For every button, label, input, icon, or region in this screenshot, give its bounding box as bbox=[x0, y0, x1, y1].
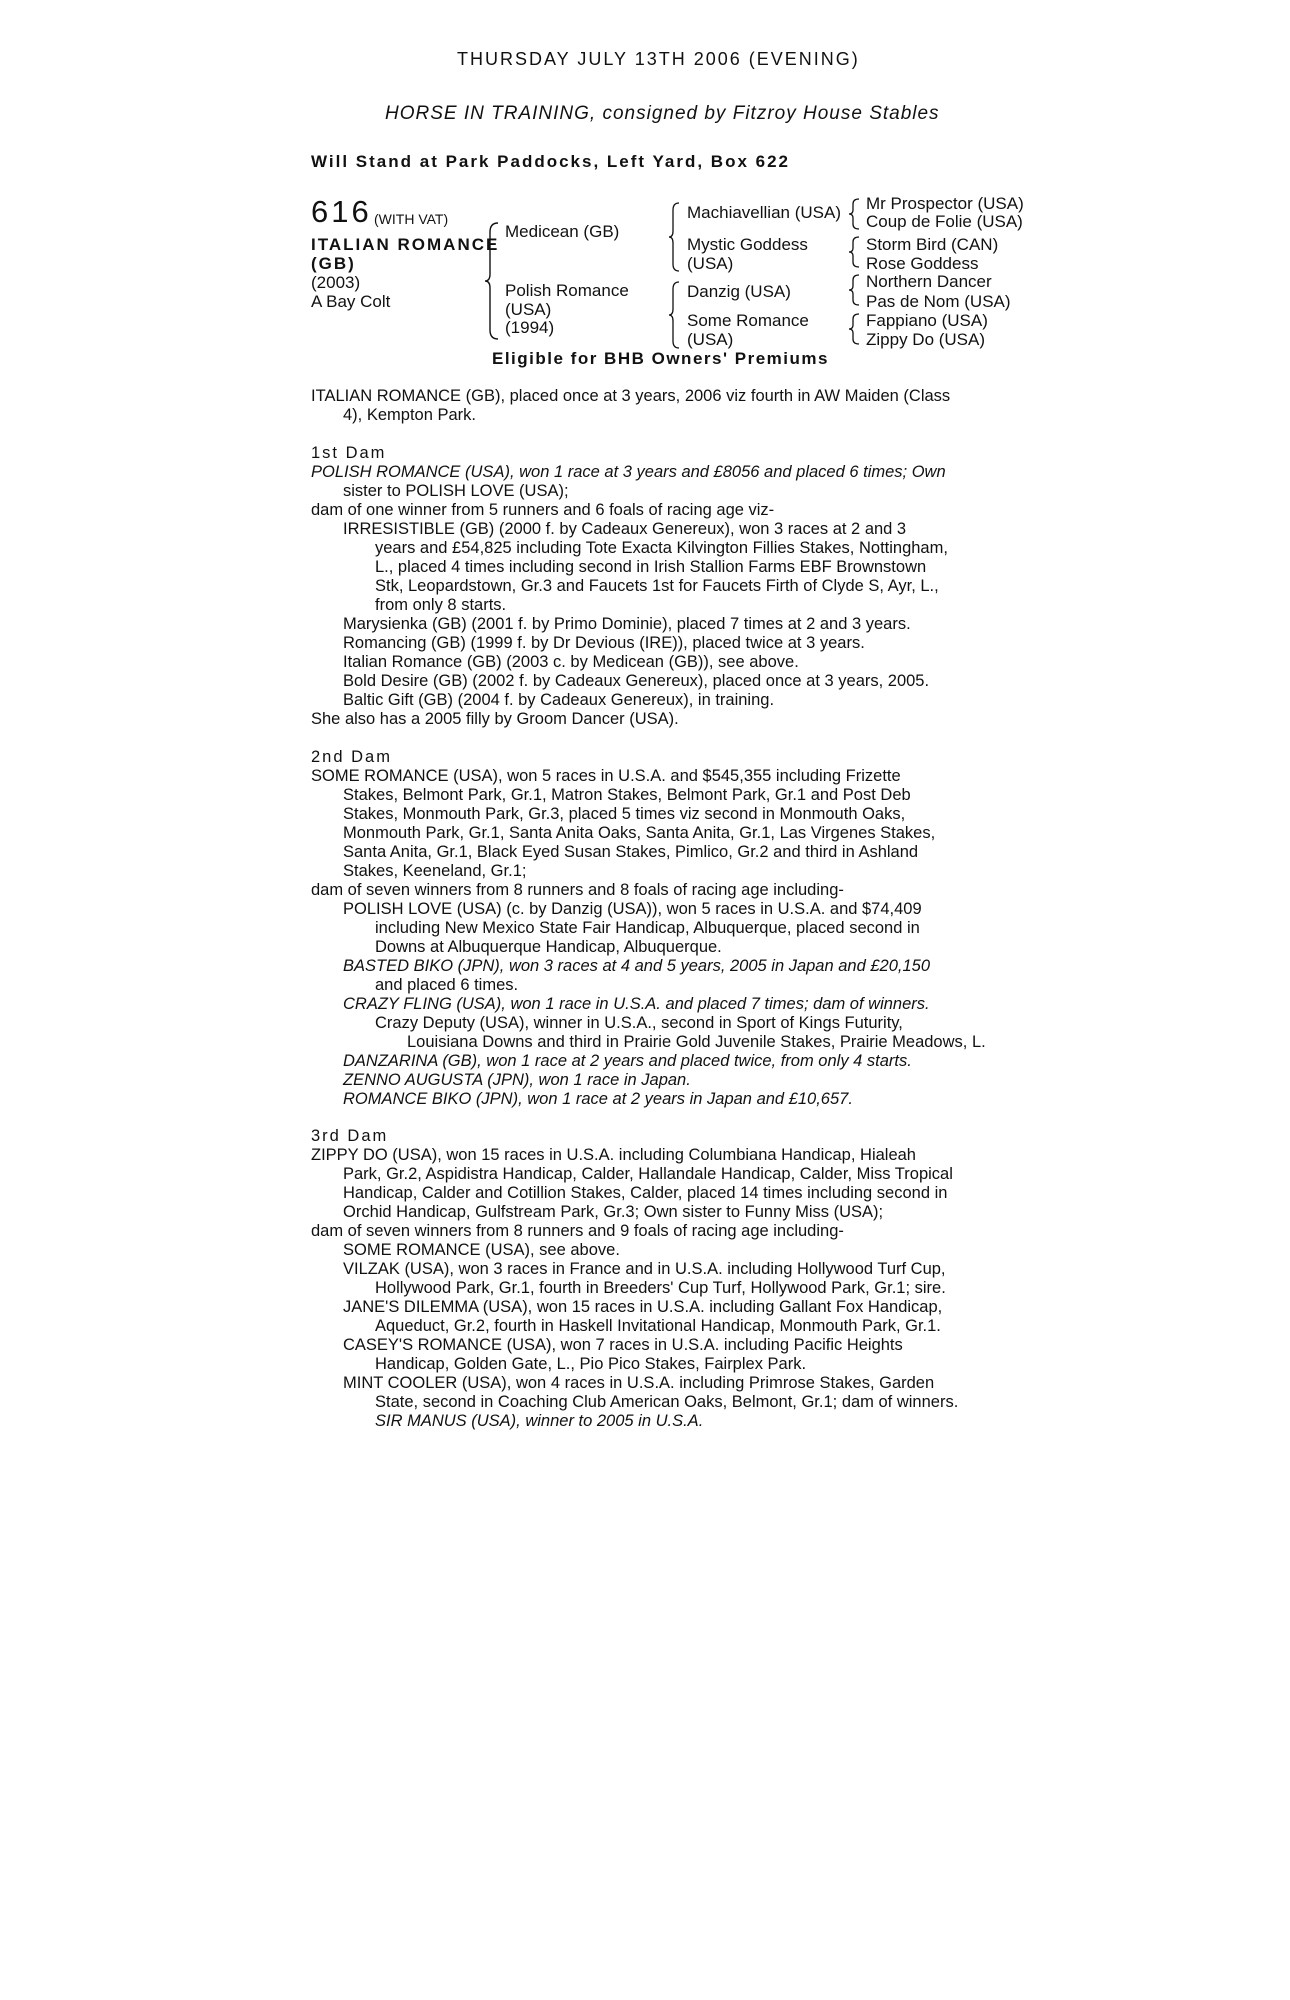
first-dam-heading: 1st Dam bbox=[311, 444, 387, 462]
dam-line: Stakes, Keeneland, Gr.1; bbox=[343, 862, 527, 880]
dam-line: POLISH ROMANCE (USA), won 1 race at 3 years and £8056 and placed 6 times; Own bbox=[311, 463, 946, 481]
pedigree-brace-dam bbox=[668, 281, 680, 349]
dam-name-l2: (USA) bbox=[505, 300, 552, 319]
sire-dam-l2: (USA) bbox=[687, 254, 734, 273]
dam-line: Bold Desire (GB) (2002 f. by Cadeaux Genereux), placed once at 3 years, 2005. bbox=[343, 672, 930, 690]
sire-name: Medicean (GB) bbox=[505, 222, 620, 241]
dam-line: SOME ROMANCE (USA), won 5 races in U.S.A. and $545,355 including Frizette bbox=[311, 767, 901, 785]
second-dam-heading: 2nd Dam bbox=[311, 748, 392, 766]
dam-sire: Danzig (USA) bbox=[687, 282, 791, 301]
dam-line: Stakes, Monmouth Park, Gr.3, placed 5 times viz second in Monmouth Oaks, bbox=[343, 805, 906, 823]
dam-line: Stk, Leopardstown, Gr.3 and Faucets 1st for Faucets Firth of Clyde S, Ayr, L., bbox=[375, 577, 939, 595]
dam-line: She also has a 2005 filly by Groom Dancer (USA). bbox=[311, 710, 679, 728]
ss-dam: Coup de Folie (USA) bbox=[866, 212, 1023, 231]
dam-line: from only 8 starts. bbox=[375, 596, 507, 614]
pedigree-brace-g4 bbox=[848, 313, 860, 345]
dam-line: IRRESISTIBLE (GB) (2000 f. by Cadeaux Genereux), won 3 races at 2 and 3 bbox=[343, 520, 907, 538]
vat-note: (WITH VAT) bbox=[374, 211, 449, 227]
pedigree-brace-main bbox=[484, 222, 500, 340]
dam-line: CASEY'S ROMANCE (USA), won 7 races in U.S.A. including Pacific Heights bbox=[343, 1336, 903, 1354]
lot-number: 616 bbox=[311, 194, 372, 229]
dam-line: State, second in Coaching Club American Oaks, Belmont, Gr.1; dam of winners. bbox=[375, 1393, 959, 1411]
dam-line: Handicap, Calder and Cotillion Stakes, Calder, placed 14 times including second in bbox=[343, 1184, 948, 1202]
dam-line: SOME ROMANCE (USA), see above. bbox=[343, 1241, 620, 1259]
horse-description: A Bay Colt bbox=[311, 292, 391, 311]
ds-sire: Northern Dancer bbox=[866, 272, 992, 291]
dam-line: SIR MANUS (USA), winner to 2005 in U.S.A. bbox=[375, 1412, 704, 1430]
dam-name-l3: (1994) bbox=[505, 318, 555, 337]
sale-date: THURSDAY JULY 13TH 2006 (EVENING) bbox=[457, 49, 860, 69]
dam-line: sister to POLISH LOVE (USA); bbox=[343, 482, 569, 500]
third-dam-section bbox=[311, 1127, 991, 1431]
horse-name: ITALIAN ROMANCE bbox=[311, 235, 500, 254]
pedigree-brace-g3 bbox=[848, 274, 860, 306]
dam-line: Handicap, Golden Gate, L., Pio Pico Stakes, Fairplex Park. bbox=[375, 1355, 807, 1373]
third-dam-heading: 3rd Dam bbox=[311, 1127, 389, 1145]
dam-line: Aqueduct, Gr.2, fourth in Haskell Invitational Handicap, Monmouth Park, Gr.1. bbox=[375, 1317, 941, 1335]
dam-dam-l2: (USA) bbox=[687, 330, 734, 349]
sd-dam: Rose Goddess bbox=[866, 254, 979, 273]
dam-line: Monmouth Park, Gr.1, Santa Anita Oaks, Santa Anita, Gr.1, Las Virgenes Stakes, bbox=[343, 824, 936, 842]
dam-line: Hollywood Park, Gr.1, fourth in Breeders' Cup Turf, Hollywood Park, Gr.1; sire. bbox=[375, 1279, 946, 1297]
dam-line: POLISH LOVE (USA) (c. by Danzig (USA)), won 5 races in U.S.A. and $74,409 bbox=[343, 900, 922, 918]
dam-line: and placed 6 times. bbox=[375, 976, 519, 994]
pedigree-brace-sire bbox=[668, 202, 680, 272]
dam-line: JANE'S DILEMMA (USA), won 15 races in U.S.A. including Gallant Fox Handicap, bbox=[343, 1298, 943, 1316]
dam-line: dam of seven winners from 8 runners and 8 foals of racing age including- bbox=[311, 881, 844, 899]
dam-line: years and £54,825 including Tote Exacta Kilvington Fillies Stakes, Nottingham, bbox=[375, 539, 948, 557]
summary-line: 4), Kempton Park. bbox=[343, 406, 476, 424]
dam-line: BASTED BIKO (JPN), won 3 races at 4 and 5 years, 2005 in Japan and £20,150 bbox=[343, 957, 930, 975]
dam-line: Italian Romance (GB) (2003 c. by Medicean (GB)), see above. bbox=[343, 653, 799, 671]
dam-line: VILZAK (USA), won 3 races in France and in U.S.A. including Hollywood Turf Cup, bbox=[343, 1260, 946, 1278]
eligibility-note: Eligible for BHB Owners' Premiums bbox=[492, 349, 829, 368]
sire-sire: Machiavellian (USA) bbox=[687, 203, 841, 222]
dam-line: ZIPPY DO (USA), won 15 races in U.S.A. including Columbiana Handicap, Hialeah bbox=[311, 1146, 916, 1164]
dam-line: Marysienka (GB) (2001 f. by Primo Dominie), placed 7 times at 2 and 3 years. bbox=[343, 615, 911, 633]
dam-line: dam of seven winners from 8 runners and 9 foals of racing age including- bbox=[311, 1222, 844, 1240]
dam-line: Louisiana Downs and third in Prairie Gold Juvenile Stakes, Prairie Meadows, L. bbox=[407, 1033, 986, 1051]
horse-country: (GB) bbox=[311, 254, 356, 273]
ss-sire: Mr Prospector (USA) bbox=[866, 194, 1024, 213]
dam-line: Downs at Albuquerque Handicap, Albuquerque. bbox=[375, 938, 722, 956]
dam-line: Orchid Handicap, Gulfstream Park, Gr.3; Own sister to Funny Miss (USA); bbox=[343, 1203, 884, 1221]
pedigree-brace-g2 bbox=[848, 236, 860, 268]
dam-line: including New Mexico State Fair Handicap, Albuquerque, placed second in bbox=[375, 919, 920, 937]
first-dam-section bbox=[311, 444, 991, 729]
summary-line: ITALIAN ROMANCE (GB), placed once at 3 years, 2006 viz fourth in AW Maiden (Class bbox=[311, 387, 951, 405]
dam-dam-l1: Some Romance bbox=[687, 311, 809, 330]
dd-dam: Zippy Do (USA) bbox=[866, 330, 986, 349]
consignment-line: HORSE IN TRAINING, consigned by Fitzroy House Stables bbox=[385, 103, 940, 124]
dam-line: L., placed 4 times including second in Irish Stallion Farms EBF Brownstown bbox=[375, 558, 927, 576]
dam-name-l1: Polish Romance bbox=[505, 281, 629, 300]
dam-line: DANZARINA (GB), won 1 race at 2 years and placed twice, from only 4 starts. bbox=[343, 1052, 912, 1070]
dam-line: Romancing (GB) (1999 f. by Dr Devious (IRE)), placed twice at 3 years. bbox=[343, 634, 865, 652]
dam-line: Baltic Gift (GB) (2004 f. by Cadeaux Genereux), in training. bbox=[343, 691, 775, 709]
dam-line: CRAZY FLING (USA), won 1 race in U.S.A. and placed 7 times; dam of winners. bbox=[343, 995, 930, 1013]
race-summary bbox=[311, 387, 991, 425]
dam-line: Stakes, Belmont Park, Gr.1, Matron Stakes, Belmont Park, Gr.1 and Post Deb bbox=[343, 786, 911, 804]
dam-line: Crazy Deputy (USA), winner in U.S.A., second in Sport of Kings Futurity, bbox=[375, 1014, 903, 1032]
dam-line: MINT COOLER (USA), won 4 races in U.S.A. including Primrose Stakes, Garden bbox=[343, 1374, 935, 1392]
dam-line: ZENNO AUGUSTA (JPN), won 1 race in Japan. bbox=[343, 1071, 691, 1089]
dam-line: Park, Gr.2, Aspidistra Handicap, Calder, Hallandale Handicap, Calder, Miss Tropical bbox=[343, 1165, 953, 1183]
dd-sire: Fappiano (USA) bbox=[866, 311, 988, 330]
dam-line: dam of one winner from 5 runners and 6 foals of racing age viz- bbox=[311, 501, 775, 519]
dam-line: ROMANCE BIKO (JPN), won 1 race at 2 years in Japan and £10,657. bbox=[343, 1090, 853, 1108]
horse-year: (2003) bbox=[311, 273, 361, 292]
sire-dam-l1: Mystic Goddess bbox=[687, 235, 808, 254]
ds-dam: Pas de Nom (USA) bbox=[866, 292, 1011, 311]
dam-line: Santa Anita, Gr.1, Black Eyed Susan Stakes, Pimlico, Gr.2 and third in Ashland bbox=[343, 843, 919, 861]
second-dam-section bbox=[311, 748, 991, 1109]
sd-sire: Storm Bird (CAN) bbox=[866, 235, 999, 254]
stand-location: Will Stand at Park Paddocks, Left Yard, Box 622 bbox=[311, 152, 790, 171]
pedigree-brace-g1 bbox=[848, 198, 860, 230]
